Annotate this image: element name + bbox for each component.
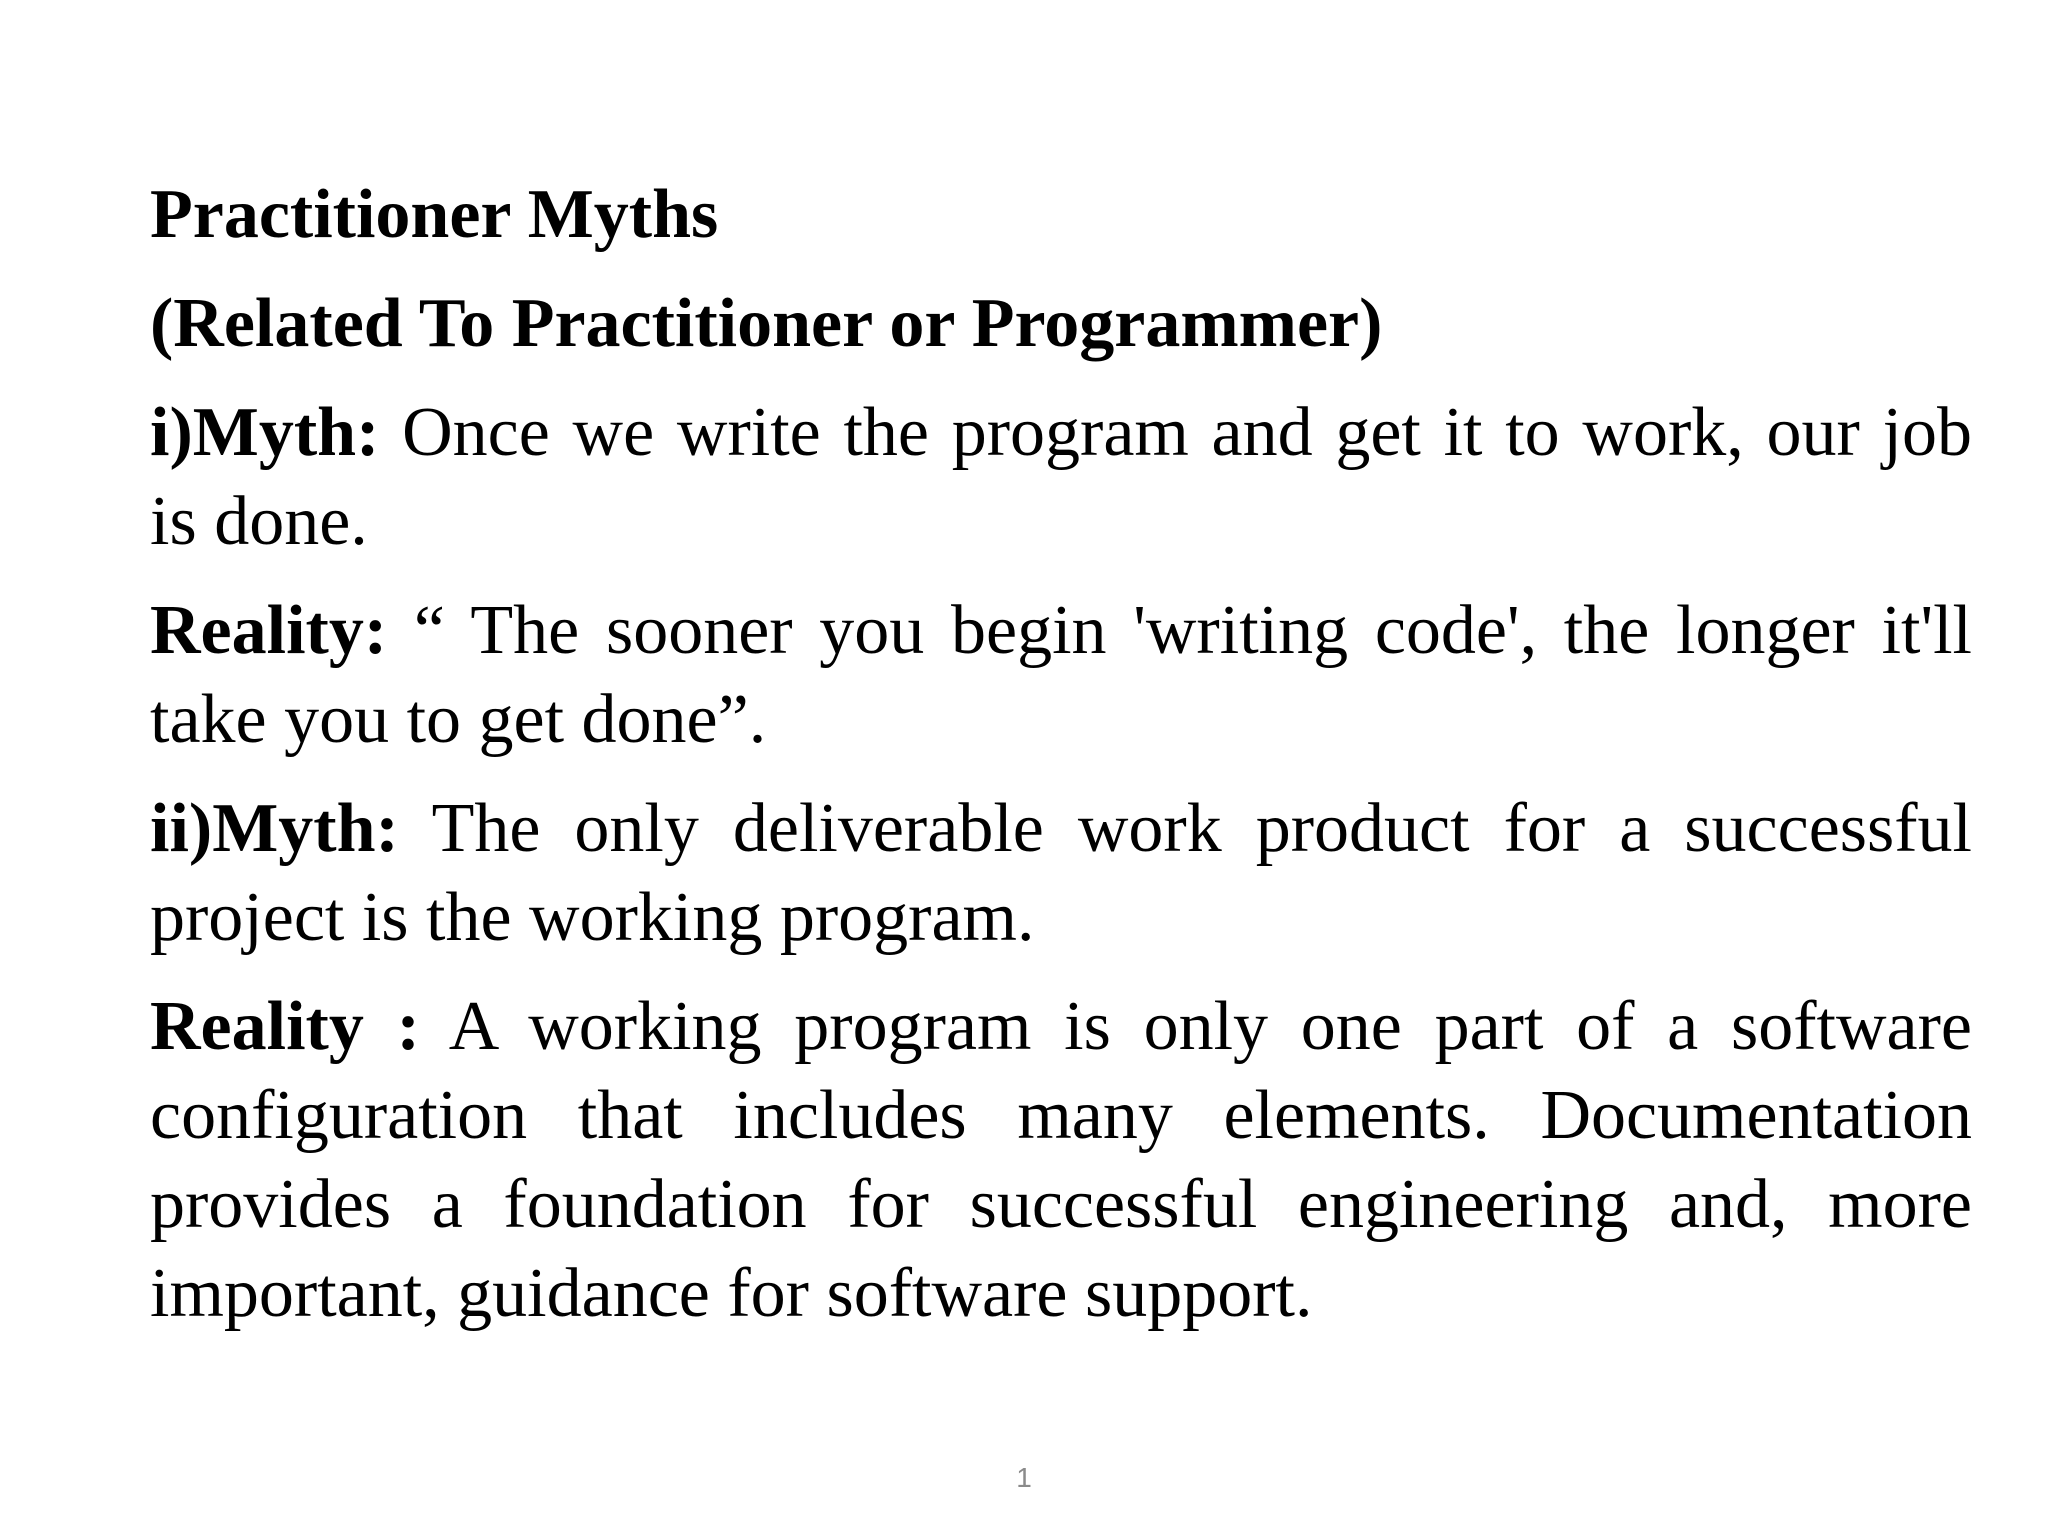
slide-title: Practitioner Myths bbox=[150, 176, 719, 253]
myth-2-text: The only deliverable work product for a successful project is the working program. bbox=[150, 790, 1972, 956]
slide-content bbox=[150, 170, 1972, 1358]
reality-2-paragraph bbox=[150, 982, 1972, 1338]
myth-2-label: ii)Myth: bbox=[150, 790, 399, 867]
myth-1-label: i)Myth: bbox=[150, 394, 380, 471]
slide-subtitle: (Related To Practitioner or Programmer) bbox=[150, 285, 1383, 362]
reality-1-paragraph bbox=[150, 586, 1972, 764]
myth-2-paragraph bbox=[150, 784, 1972, 962]
reality-2-text: A working program is only one part of a software configuration that includes many elements. Documentation provides a foundation for successful engineering and, more important, guidance for software support. bbox=[150, 988, 1972, 1332]
page-number: 1 bbox=[1016, 1462, 1032, 1493]
reality-2-label: Reality : bbox=[150, 988, 420, 1065]
reality-1-text: “ The sooner you begin 'writing code', the longer it'll take you to get done”. bbox=[150, 592, 1972, 758]
myth-1-text: Once we write the program and get it to work, our job is done. bbox=[150, 394, 1972, 560]
reality-1-label: Reality: bbox=[150, 592, 388, 669]
myth-1-paragraph bbox=[150, 388, 1972, 566]
